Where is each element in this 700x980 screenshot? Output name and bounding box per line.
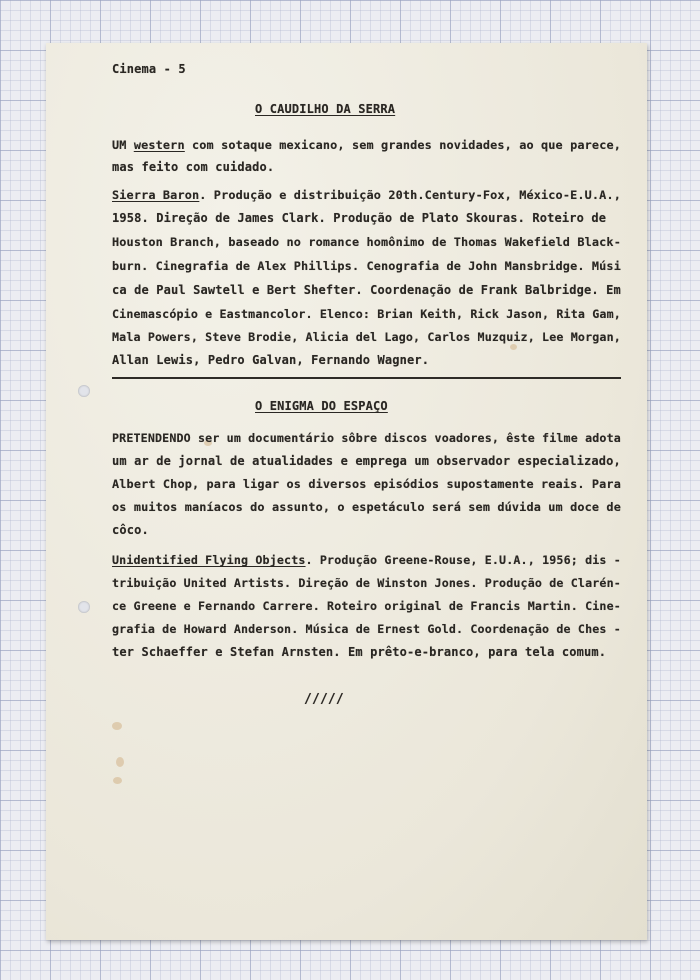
credits-line: 1958. Direção de James Clark. Produção de Plato Skouras. Roteiro de <box>112 211 607 225</box>
text-line: Albert Chop, para ligar os diversos episódios supostamente reais. Para <box>112 477 621 491</box>
text-line: PRETENDENDO ser um documentário sôbre discos voadores, êste filme adota <box>112 431 621 445</box>
credits-line: ce Greene e Fernando Carrere. Roteiro original de Francis Martin. Cine- <box>112 599 621 613</box>
credits-line: Houston Branch, baseado no romance homônimo de Thomas Wakefield Black- <box>112 235 621 249</box>
end-mark: ///// <box>304 692 344 707</box>
text-line: UM western com sotaque mexicano, sem grandes novidades, ao que parece, <box>112 138 622 152</box>
age-stain <box>113 777 122 784</box>
text-line: côco. <box>112 523 149 537</box>
punch-hole <box>78 601 90 613</box>
text-line: um ar de jornal de atualidades e emprega um observador especializado, <box>112 454 621 468</box>
credits-line: Sierra Baron. Produção e distribuição 20th.Century-Fox, México-E.U.A., <box>112 188 621 202</box>
page-label: Cinema - 5 <box>112 62 186 76</box>
credits-line: Unidentified Flying Objects. Produção Greene-Rouse, E.U.A., 1956; dis - <box>112 553 621 567</box>
review-title: O ENIGMA DO ESPAÇO <box>255 399 388 413</box>
credits-line: Allan Lewis, Pedro Galvan, Fernando Wagner. <box>112 353 430 367</box>
credits-line: ca de Paul Sawtell e Bert Shefter. Coordenação de Frank Balbridge. Em <box>112 283 621 297</box>
punch-hole <box>78 385 90 397</box>
credits-line: ter Schaeffer e Stefan Arnsten. Em prêto-e-branco, para tela comum. <box>112 645 607 659</box>
credits-line: tribuição United Artists. Direção de Winston Jones. Produção de Clarén- <box>112 576 621 590</box>
credits-line: Mala Powers, Steve Brodie, Alicia del Lago, Carlos Muzquiz, Lee Morgan, <box>112 330 621 344</box>
age-stain <box>112 722 122 730</box>
section-divider <box>112 377 621 379</box>
text-line: mas feito com cuidado. <box>112 160 275 174</box>
review-title: O CAUDILHO DA SERRA <box>255 102 396 116</box>
credits-line: burn. Cinegrafia de Alex Phillips. Cenografia de John Mansbridge. Músi <box>112 259 621 273</box>
credits-line: grafia de Howard Anderson. Música de Ernest Gold. Coordenação de Ches - <box>112 622 621 636</box>
age-stain <box>116 757 124 767</box>
text-line: os muitos maníacos do assunto, o espetáculo será sem dúvida um doce de <box>112 500 621 514</box>
credits-line: Cinemascópio e Eastmancolor. Elenco: Brian Keith, Rick Jason, Rita Gam, <box>112 307 621 321</box>
